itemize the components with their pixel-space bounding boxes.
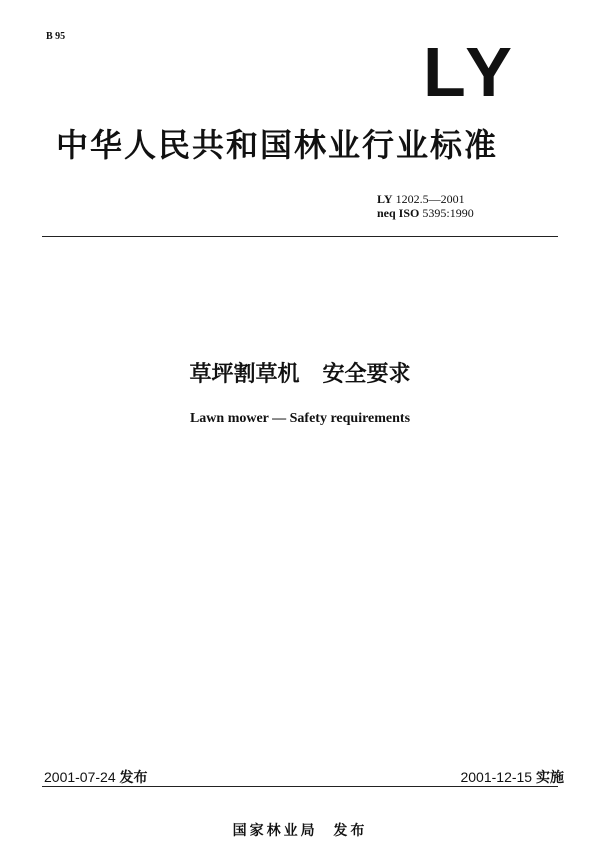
effective-date: 2001-12-15 [460,769,533,785]
document-title-chinese: 草坪割草机 安全要求 [189,362,411,387]
issue-date: 2001-07-24 [44,769,116,785]
equivalence-number: 5395:1990 [422,206,474,220]
equivalence-row [377,206,474,220]
issue-date-line [44,767,148,787]
standard-code-block [377,192,474,220]
classification-code: B 95 [46,31,66,42]
standard-code-number: 1202.5—2001 [395,192,465,206]
effective-label: 实施 [536,770,564,786]
effective-date-line [460,767,564,787]
issue-label: 发布 [119,770,148,786]
document-title-english: Lawn mower — Safety requirements [189,411,411,426]
standard-code-prefix: LY [377,192,393,206]
footer-divider [42,786,558,787]
standard-series-title: 中华人民共和国林业行业标准 [56,126,499,164]
standard-prefix-logo: LY [422,33,518,111]
equivalence-prefix: neq ISO [377,206,420,220]
standard-number-row [377,192,474,206]
publisher-line: 国家林业局 发布 [232,823,368,839]
header-divider [42,236,558,237]
